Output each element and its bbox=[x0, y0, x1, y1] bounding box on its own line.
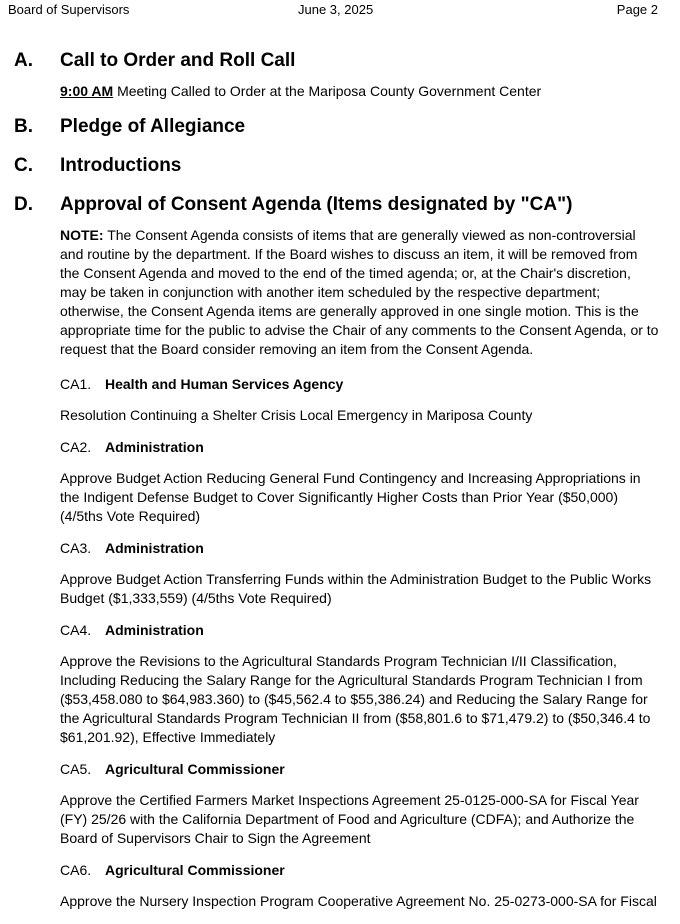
consent-item bbox=[60, 539, 659, 608]
item-description: Approve Budget Action Reducing General Fund Contingency and Increasing Appropriations in the Indigent Defense Budget to Cover Significantly Higher Costs than Prior Year ($50,000) (4/5ths Vote Required) bbox=[60, 470, 641, 524]
item-number: CA5. bbox=[60, 761, 92, 777]
consent-item-list bbox=[60, 375, 659, 911]
item-department: Administration bbox=[105, 622, 204, 638]
item-description: Resolution Continuing a Shelter Crisis Local Emergency in Mariposa County bbox=[60, 407, 533, 423]
header-board-name: Board of Supervisors bbox=[8, 2, 130, 17]
item-number: CA3. bbox=[60, 540, 92, 556]
section-letter: D. bbox=[14, 194, 33, 215]
section-d-heading bbox=[14, 194, 659, 216]
section-letter: A. bbox=[14, 50, 33, 71]
item-department: Agricultural Commissioner bbox=[105, 862, 285, 878]
item-description: Approve the Certified Farmers Market Inspections Agreement 25-0125-000-SA for Fiscal Year (FY) 25/26 with the California Department of Food and Agriculture (CDFA); and Authorize the Board of Supervisors Chair to Sign the Agreement bbox=[60, 792, 639, 846]
agenda-content bbox=[14, 50, 659, 924]
running-header bbox=[0, 0, 680, 22]
item-department: Administration bbox=[105, 439, 204, 455]
consent-item bbox=[60, 861, 659, 911]
note-text: The Consent Agenda consists of items that are generally viewed as non-controversial and routine by the department. If the Board wishes to discuss an item, it will be removed from the Consent Agenda and moved to the end of the timed agenda; or, at the Chair's discretion, may be taken in conjunction with another item scheduled by the respective department; otherwise, the Consent Agenda items are generally approved in one single motion. This is the appropriate time for the public to advise the Chair of any comments to the Consent Agenda, or to request that the Board consider removing an item from the Consent Agenda. bbox=[60, 227, 659, 357]
section-letter: C. bbox=[14, 155, 33, 176]
consent-item bbox=[60, 438, 659, 526]
item-number: CA6. bbox=[60, 862, 92, 878]
section-b-heading bbox=[14, 116, 659, 138]
item-department: Administration bbox=[105, 540, 204, 556]
call-to-order-line bbox=[60, 82, 659, 101]
meeting-time: 9:00 AM bbox=[60, 83, 114, 99]
item-department: Health and Human Services Agency bbox=[105, 376, 344, 392]
consent-item bbox=[60, 375, 659, 425]
header-date: June 3, 2025 bbox=[298, 2, 374, 17]
item-number: CA1. bbox=[60, 376, 92, 392]
item-number: CA2. bbox=[60, 439, 92, 455]
section-title: Introductions bbox=[60, 155, 182, 176]
consent-item-heading bbox=[60, 621, 659, 640]
section-title: Approval of Consent Agenda (Items designated by "CA") bbox=[60, 194, 573, 215]
section-letter: B. bbox=[14, 116, 33, 137]
call-to-order-text: Meeting Called to Order at the Mariposa County Government Center bbox=[117, 83, 542, 99]
consent-item bbox=[60, 760, 659, 848]
item-number: CA4. bbox=[60, 622, 92, 638]
header-page-number: Page 2 bbox=[616, 2, 658, 17]
consent-item bbox=[60, 621, 659, 747]
consent-item-heading bbox=[60, 861, 659, 880]
section-title: Pledge of Allegiance bbox=[60, 116, 246, 137]
item-department: Agricultural Commissioner bbox=[105, 761, 285, 777]
item-description: Approve the Revisions to the Agricultural Standards Program Technician I/II Classification, Including Reducing the Salary Range for the Agricultural Standards Program Technician I from ($53,458.080 to $64,983.360) to ($45,562.4 to $55,386.24) and Reducing the Salary Range for the Agricultural Standards Program Technician II from ($58,801.6 to $71,479.2) to ($50,346.4 to $61,201.92), Effective Immediately bbox=[60, 653, 651, 745]
item-description: Approve the Nursery Inspection Program Cooperative Agreement No. 25-0273-000-SA for Fiscal bbox=[60, 893, 657, 909]
section-a-heading bbox=[14, 50, 659, 72]
section-c-heading bbox=[14, 155, 659, 177]
consent-item-heading bbox=[60, 375, 659, 394]
note-label: NOTE: bbox=[60, 227, 104, 243]
item-description: Approve Budget Action Transferring Funds within the Administration Budget to the Public Works Budget ($1,333,559) (4/5ths Vote Required) bbox=[60, 571, 652, 606]
consent-item-heading bbox=[60, 760, 659, 779]
consent-item-heading bbox=[60, 438, 659, 457]
consent-agenda-note bbox=[60, 226, 659, 359]
consent-item-heading bbox=[60, 539, 659, 558]
section-title: Call to Order and Roll Call bbox=[60, 50, 296, 71]
